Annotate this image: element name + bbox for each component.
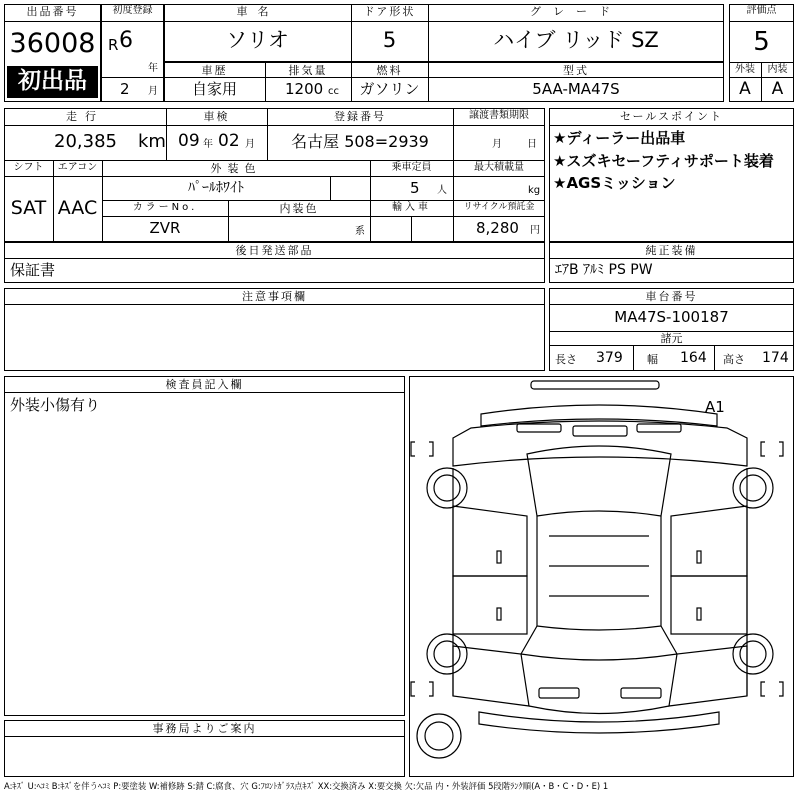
- shift-value: SAT: [10, 197, 47, 219]
- later-parts-label: 後日発送部品: [235, 244, 314, 257]
- later-parts-value: 保証書: [10, 261, 56, 279]
- inspection-label: 車検: [203, 110, 230, 123]
- length-value: 379: [596, 350, 623, 366]
- color-no-label: カラーNo.: [132, 202, 198, 213]
- interior-grade-label: 内装: [767, 64, 788, 75]
- car-name-label: 車名: [236, 5, 279, 18]
- inspector-label: 検査員記入欄: [165, 378, 244, 391]
- equipment-value: ｴｱB ｱﾙﾐ PS PW: [555, 262, 653, 278]
- aircon-value: AAC: [57, 197, 98, 219]
- chassis-value: MA47S-100187: [614, 308, 729, 326]
- sales-point-2: ★スズキセーフティサポート装着: [553, 152, 774, 170]
- history-value: 自家用: [191, 80, 237, 98]
- score-label: 評価点: [746, 5, 777, 16]
- era-letter: R: [108, 36, 119, 54]
- inspection-month-unit: 月: [245, 139, 255, 150]
- inspection-year: 09: [178, 131, 200, 151]
- model-value: 5AA-MA47S: [532, 80, 620, 98]
- displacement-value: 1200: [285, 80, 324, 98]
- legend-text: A:ｷｽﾞ U:ﾍｺﾐ B:ｷｽﾞを伴うﾍｺﾐ P:要塗装 W:補修跡 S:錆 C:腐食、穴 G:ﾌﾛﾝﾄｶﾞﾗｽ点ｷｽﾞ XX:交換済み X:要交換 欠:欠品 内・外装評価 5段階ﾗﾝｸ順(A・B・C・D・E) 1: [4, 781, 609, 791]
- inspector-cell: [4, 376, 405, 716]
- exterior-grade-value: A: [739, 79, 751, 99]
- equipment-label: 純正装備: [645, 244, 698, 257]
- damage-mark: A1: [705, 398, 725, 416]
- first-registration-label: 初度登録: [112, 5, 153, 16]
- car-name-value: ソリオ: [226, 28, 289, 52]
- notes-label: 注意事項欄: [242, 290, 307, 303]
- grade-label: グレード: [530, 5, 622, 18]
- inspection-year-unit: 年: [203, 139, 213, 150]
- load-label: 最大積載量: [474, 162, 524, 173]
- history-label: 車歴: [201, 64, 228, 77]
- interior-color-label: 内装色: [279, 202, 319, 215]
- inspection-month: 02: [218, 131, 240, 151]
- year-unit: 年: [148, 63, 158, 74]
- mileage-value: 20,385: [54, 131, 117, 152]
- height-label: 高さ: [723, 353, 745, 366]
- first-reg-year: 6: [119, 28, 133, 53]
- first-reg-month: 2: [120, 80, 130, 98]
- length-label: 長さ: [555, 353, 577, 366]
- transfer-day-unit: 日: [527, 139, 537, 150]
- lot-number-value: 36008: [9, 28, 96, 59]
- fuel-value: ガソリン: [359, 80, 420, 98]
- grade-value: ハイブ リッド SZ: [493, 28, 659, 52]
- capacity-unit: 人: [437, 185, 447, 196]
- month-unit: 月: [148, 86, 158, 97]
- capacity-label: 乗車定員: [391, 162, 432, 173]
- shift-label: シフト: [13, 162, 44, 173]
- transfer-docs-label: 譲渡書類期限: [469, 110, 529, 121]
- dimensions-label: 諸元: [660, 332, 683, 345]
- office-label: 事務局よりご案内: [152, 722, 257, 735]
- mileage-label: 走行: [66, 110, 104, 123]
- mileage-unit: km: [138, 131, 166, 152]
- capacity-value: 5: [410, 179, 420, 197]
- chassis-label: 車台番号: [645, 290, 698, 303]
- score-value: 5: [753, 27, 770, 57]
- transfer-month-unit: 月: [492, 139, 502, 150]
- width-value: 164: [680, 350, 707, 366]
- recycle-unit: 円: [530, 225, 540, 236]
- sales-point-1: ★ディーラー出品車: [553, 129, 686, 147]
- color-label: 外装色: [210, 162, 262, 175]
- vehicle-details: [4, 108, 545, 242]
- color-no-value: ZVR: [149, 219, 181, 237]
- first-listing-badge-text: 初出品: [18, 68, 87, 94]
- sales-point-3: ★AGSミッション: [553, 174, 676, 192]
- interior-grade-value: A: [771, 79, 784, 99]
- displacement-label: 排気量: [288, 64, 328, 77]
- displacement-unit: cc: [328, 86, 339, 97]
- recycle-label: リサイクル預託金: [463, 202, 535, 212]
- fuel-label: 燃料: [376, 64, 403, 77]
- aircon-label: エアコン: [57, 162, 98, 173]
- height-value: 174: [762, 350, 789, 366]
- import-label: 輸入車: [392, 202, 431, 213]
- recycle-value: 8,280: [476, 219, 519, 237]
- plate-value: 名古屋 508=2939: [291, 132, 429, 151]
- exterior-grade-label: 外装: [735, 64, 755, 75]
- inspector-value: 外装小傷有り: [10, 396, 101, 414]
- load-unit: kg: [528, 185, 541, 196]
- width-label: 幅: [647, 353, 658, 366]
- lot-number-label: 出品番号: [26, 5, 79, 18]
- model-label: 型式: [563, 64, 589, 77]
- door-label: ドア形状: [363, 5, 416, 18]
- color-value: ﾊﾟｰﾙﾎﾜｲﾄ: [188, 180, 244, 196]
- interior-color-suffix: 系: [355, 226, 365, 237]
- door-value: 5: [382, 28, 397, 52]
- plate-label: 登録番号: [334, 110, 386, 123]
- car-outline-diagram: [409, 376, 794, 777]
- sales-points-label: セールスポイント: [619, 110, 723, 123]
